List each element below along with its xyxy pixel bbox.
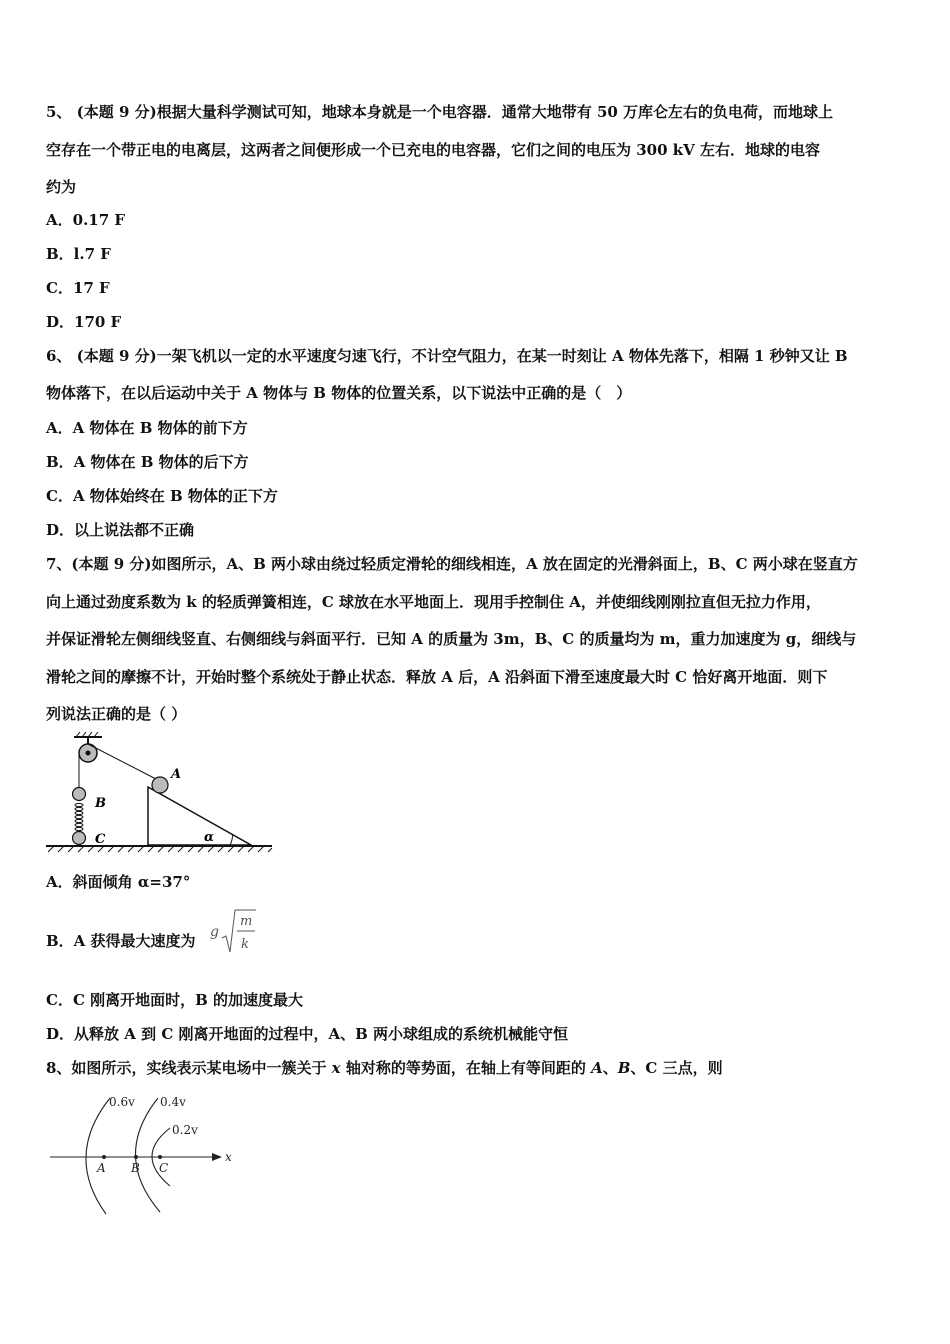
q6-option-b[interactable]: B．A 物体在 B 物体的后下方: [46, 453, 249, 471]
q5-option-a[interactable]: A．0.17 F: [46, 211, 126, 229]
q5-option-c[interactable]: C．17 F: [46, 279, 110, 297]
q7-formula-g-sqrt-m-over-k: [208, 906, 258, 958]
label-b: B: [95, 796, 106, 811]
q5-stem-line-2: 空存在一个带正电的电离层，这两者之间便形成一个已充电的电容器，它们之间的电压为 300 kV 左右．地球的电容: [46, 141, 821, 159]
q7-stem-line-5: 列说法正确的是（ ）: [46, 705, 187, 723]
formula-numerator: m: [240, 914, 253, 929]
q7-option-b[interactable]: B．A 获得最大速度为: [46, 932, 196, 950]
ball-c-icon: [73, 832, 86, 845]
q7-stem-line-3: 并保证滑轮左侧细线竖直、右侧细线与斜面平行．已知 A 的质量为 3m，B、C 的质量均为 m，重力加速度为 g，细线与: [46, 630, 857, 648]
ball-b-icon: [73, 788, 86, 801]
q7-option-c[interactable]: C．C 刚离开地面时，B 的加速度最大: [46, 991, 304, 1009]
label-a: A: [171, 767, 182, 782]
q7-stem-line-2: 向上通过劲度系数为 k 的轻质弹簧相连，C 球放在水平地面上．现用手控制住 A，并使细线刚刚拉直但无拉力作用，: [46, 593, 821, 611]
spring-icon: [75, 803, 83, 830]
q7-pulley-incline-figure: [44, 732, 276, 854]
q5-stem-line-1: 5、 (本题 9 分)根据大量科学测试可知，地球本身就是一个电容器．通常大地带有 50 万库仑左右的负电荷，而地球上: [46, 103, 834, 121]
formula-g: g: [210, 924, 219, 940]
q7-stem-line-1: 7、(本题 9 分)如图所示，A、B 两小球由绕过轻质定滑轮的细线相连，A 放在固定的光滑斜面上，B、C 两小球在竖直方: [46, 555, 858, 573]
label-0-2v: 0.2v: [172, 1123, 198, 1137]
incline-icon: [148, 787, 251, 845]
q5-option-d[interactable]: D．170 F: [46, 313, 122, 331]
formula-denominator: k: [241, 937, 249, 952]
axis-label-x: x: [225, 1150, 232, 1164]
q8-stem-line-1: 8、如图所示，实线表示某电场中一簇关于 x 轴对称的等势面，在轴上有等间距的 A、B、C 三点，则: [46, 1059, 723, 1077]
label-alpha: α: [204, 830, 215, 845]
q6-option-d[interactable]: D．以上说法都不正确: [46, 521, 195, 539]
point-c-icon: [158, 1155, 162, 1159]
q6-stem-line-1: 6、 (本题 9 分)一架飞机以一定的水平速度匀速飞行，不计空气阻力，在某一时刻让 A 物体先落下，相隔 1 秒钟又让 B: [46, 347, 848, 365]
q7-stem-line-4: 滑轮之间的摩擦不计，开始时整个系统处于静止状态．释放 A 后，A 沿斜面下滑至速度最大时 C 恰好离开地面．则下: [46, 668, 828, 686]
q7-option-a[interactable]: A．斜面倾角 α=37°: [46, 873, 191, 891]
label-b: B: [131, 1161, 140, 1175]
q8-equipotential-figure: [46, 1088, 246, 1218]
q6-stem-line-2: 物体落下，在以后运动中关于 A 物体与 B 物体的位置关系，以下说法中正确的是（ ）: [46, 384, 632, 402]
label-a: A: [97, 1161, 106, 1175]
point-a-icon: [102, 1155, 106, 1159]
q5-option-b[interactable]: B．l.7 F: [46, 245, 111, 263]
q5-stem-line-3: 约为: [46, 178, 77, 196]
label-c: C: [95, 832, 106, 847]
point-b-icon: [134, 1155, 138, 1159]
q7-option-d[interactable]: D．从释放 A 到 C 刚离开地面的过程中，A、B 两小球组成的系统机械能守恒: [46, 1025, 569, 1043]
q6-option-a[interactable]: A．A 物体在 B 物体的前下方: [46, 419, 248, 437]
label-0-4v: 0.4v: [160, 1095, 186, 1109]
label-0-6v: 0.6v: [109, 1095, 135, 1109]
q6-option-c[interactable]: C．A 物体始终在 B 物体的正下方: [46, 487, 278, 505]
label-c: C: [159, 1161, 169, 1175]
ball-a-icon: [152, 777, 168, 793]
